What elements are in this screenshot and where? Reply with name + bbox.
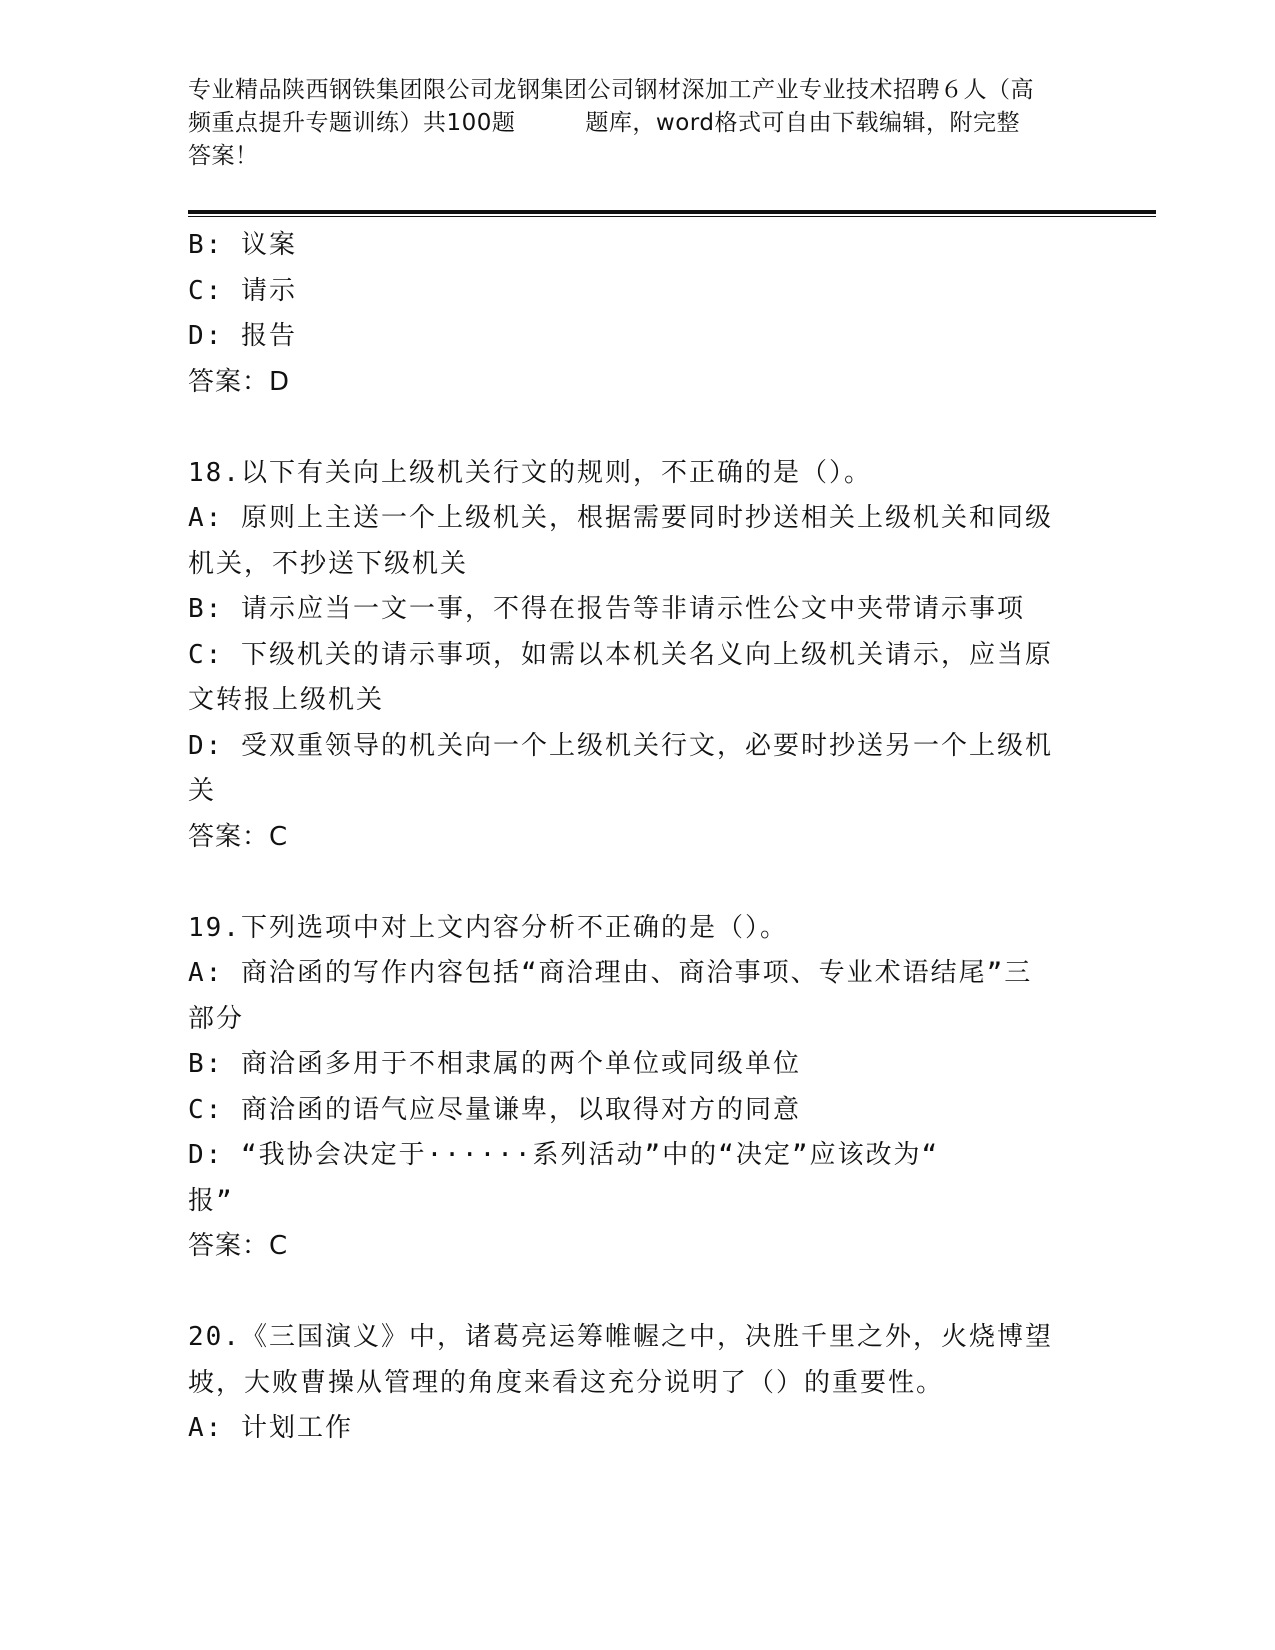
question-20 (188, 1315, 1088, 1452)
q17-option-d: D: 报告 (188, 321, 297, 351)
q18-option-d-line-2: 关 (188, 776, 217, 806)
q19-question: 19.下列选项中对上文内容分析不正确的是（）。 (188, 912, 788, 943)
header-divider-thick (188, 210, 1156, 214)
q20-option-a: A: 计划工作 (188, 1413, 353, 1443)
q18-option-d-line-1: D: 受双重领导的机关向一个上级机关行文，必要时抄送另一个上级机 (188, 730, 1053, 761)
q17-option-c: C: 请示 (188, 275, 297, 306)
question-18 (188, 451, 1088, 861)
q20-question-line-1: 20.《三国演义》中，诸葛亮运筹帷幄之中，决胜千里之外，火烧博望 (188, 1322, 1053, 1352)
question-list (188, 223, 1088, 1452)
q17-answer: 答案：D (188, 366, 291, 397)
q17-option-b: B: 议案 (188, 230, 297, 260)
header-title-line-1: 专业精品陕西钢铁集团限公司龙钢集团公司钢材深加工产业专业技术招聘６人（高 (188, 77, 1034, 103)
document-header (188, 74, 1088, 173)
q19-answer: 答案：C (188, 1231, 289, 1261)
q19-option-b: B: 商洽函多用于不相隶属的两个单位或同级单位 (188, 1049, 801, 1079)
q20-question-line-2: 坡，大败曹操从管理的角度来看这充分说明了（）的重要性。 (188, 1367, 945, 1398)
question-19 (188, 906, 1088, 1270)
header-title-line-2-part-1: 频重点提升专题训练）共100题 (188, 110, 516, 136)
q18-question: 18.以下有关向上级机关行文的规则，不正确的是（）。 (188, 457, 872, 488)
header-title-line-2-part-2: 题库，word格式可自由下载编辑，附完整 (585, 110, 1020, 136)
q19-option-d-line-2: 报” (188, 1185, 234, 1216)
q18-option-a-line-1: A: 原则上主送一个上级机关，根据需要同时抄送相关上级机关和同级 (188, 503, 1053, 533)
q19-option-a-line-1: A: 商洽函的写作内容包括“商洽理由、商洽事项、专业术语结尾”三 (188, 958, 1033, 988)
q18-option-c-line-1: C: 下级机关的请示事项，如需以本机关名义向上级机关请示，应当原 (188, 639, 1053, 670)
header-divider-thin (188, 216, 1156, 217)
q19-option-c: C: 商洽函的语气应尽量谦卑，以取得对方的同意 (188, 1094, 801, 1125)
header-title-line-2 (188, 107, 1088, 140)
q18-option-b: B: 请示应当一文一事，不得在报告等非请示性公文中夹带请示事项 (188, 594, 1025, 624)
q18-answer: 答案：C (188, 821, 289, 852)
q18-option-a-line-2: 机关，不抄送下级机关 (188, 548, 469, 579)
question-17-tail (188, 223, 1088, 405)
q19-option-d-line-1: D: “我协会决定于······系列活动”中的“决定”应该改为“ (188, 1140, 940, 1170)
q18-option-c-line-2: 文转报上级机关 (188, 685, 385, 715)
header-title-line-3: 答案！ (188, 143, 259, 169)
q19-option-a-line-2: 部分 (188, 1003, 245, 1034)
